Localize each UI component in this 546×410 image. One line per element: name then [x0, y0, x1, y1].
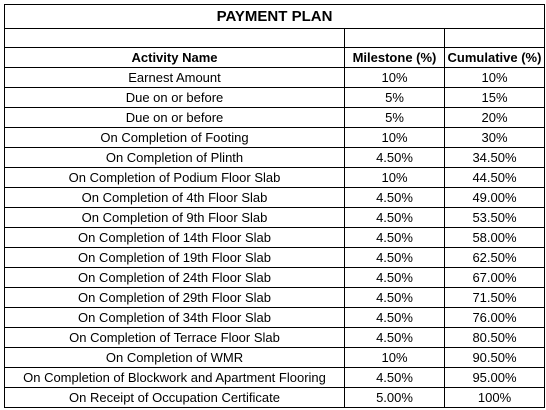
activity-cell: On Completion of 29th Floor Slab	[5, 288, 345, 308]
table-row	[5, 168, 545, 188]
table-row	[5, 88, 545, 108]
cumulative-cell: 62.50%	[445, 248, 545, 268]
milestone-cell: 4.50%	[345, 188, 445, 208]
cumulative-cell: 30%	[445, 128, 545, 148]
cumulative-cell: 20%	[445, 108, 545, 128]
milestone-cell: 4.50%	[345, 288, 445, 308]
empty-cell	[5, 29, 345, 48]
header-activity-name: Activity Name	[5, 48, 345, 68]
milestone-cell: 4.50%	[345, 328, 445, 348]
cumulative-cell: 34.50%	[445, 148, 545, 168]
activity-cell: Earnest Amount	[5, 68, 345, 88]
milestone-cell: 10%	[345, 128, 445, 148]
activity-cell: On Completion of 34th Floor Slab	[5, 308, 345, 328]
empty-cell	[445, 29, 545, 48]
page-title: PAYMENT PLAN	[5, 5, 545, 29]
payment-plan-body	[5, 5, 545, 408]
milestone-cell: 4.50%	[345, 368, 445, 388]
table-row	[5, 128, 545, 148]
milestone-cell: 4.50%	[345, 248, 445, 268]
cumulative-cell: 71.50%	[445, 288, 545, 308]
title-row	[5, 5, 545, 29]
cumulative-cell: 53.50%	[445, 208, 545, 228]
milestone-cell: 4.50%	[345, 308, 445, 328]
milestone-cell: 4.50%	[345, 148, 445, 168]
activity-cell: On Completion of Blockwork and Apartment Flooring	[5, 368, 345, 388]
activity-cell: On Completion of 4th Floor Slab	[5, 188, 345, 208]
activity-cell: On Completion of Podium Floor Slab	[5, 168, 345, 188]
table-row	[5, 328, 545, 348]
cumulative-cell: 67.00%	[445, 268, 545, 288]
header-cumulative: Cumulative (%)	[445, 48, 545, 68]
table-row	[5, 288, 545, 308]
table-row	[5, 108, 545, 128]
activity-cell: Due on or before	[5, 88, 345, 108]
cumulative-cell: 15%	[445, 88, 545, 108]
activity-cell: On Completion of Terrace Floor Slab	[5, 328, 345, 348]
cumulative-cell: 90.50%	[445, 348, 545, 368]
activity-cell: On Completion of 24th Floor Slab	[5, 268, 345, 288]
milestone-cell: 4.50%	[345, 228, 445, 248]
cumulative-cell: 95.00%	[445, 368, 545, 388]
cumulative-cell: 58.00%	[445, 228, 545, 248]
milestone-cell: 10%	[345, 168, 445, 188]
activity-cell: On Receipt of Occupation Certificate	[5, 388, 345, 408]
activity-cell: On Completion of WMR	[5, 348, 345, 368]
table-row	[5, 228, 545, 248]
table-row	[5, 248, 545, 268]
milestone-cell: 4.50%	[345, 268, 445, 288]
milestone-cell: 5%	[345, 88, 445, 108]
activity-cell: On Completion of 14th Floor Slab	[5, 228, 345, 248]
payment-plan-table	[4, 4, 545, 408]
cumulative-cell: 80.50%	[445, 328, 545, 348]
table-row	[5, 368, 545, 388]
cumulative-cell: 100%	[445, 388, 545, 408]
cumulative-cell: 76.00%	[445, 308, 545, 328]
activity-cell: On Completion of Plinth	[5, 148, 345, 168]
table-row	[5, 348, 545, 368]
table-row	[5, 188, 545, 208]
activity-cell: On Completion of Footing	[5, 128, 345, 148]
table-row	[5, 148, 545, 168]
empty-cell	[345, 29, 445, 48]
cumulative-cell: 10%	[445, 68, 545, 88]
table-row	[5, 208, 545, 228]
activity-cell: On Completion of 19th Floor Slab	[5, 248, 345, 268]
table-row	[5, 388, 545, 408]
table-row	[5, 308, 545, 328]
table-row	[5, 268, 545, 288]
activity-cell: Due on or before	[5, 108, 345, 128]
milestone-cell: 10%	[345, 348, 445, 368]
cumulative-cell: 44.50%	[445, 168, 545, 188]
cumulative-cell: 49.00%	[445, 188, 545, 208]
header-milestone: Milestone (%)	[345, 48, 445, 68]
spacer-row	[5, 29, 545, 48]
table-row	[5, 68, 545, 88]
activity-cell: On Completion of 9th Floor Slab	[5, 208, 345, 228]
header-row	[5, 48, 545, 68]
milestone-cell: 10%	[345, 68, 445, 88]
milestone-cell: 5.00%	[345, 388, 445, 408]
milestone-cell: 4.50%	[345, 208, 445, 228]
milestone-cell: 5%	[345, 108, 445, 128]
